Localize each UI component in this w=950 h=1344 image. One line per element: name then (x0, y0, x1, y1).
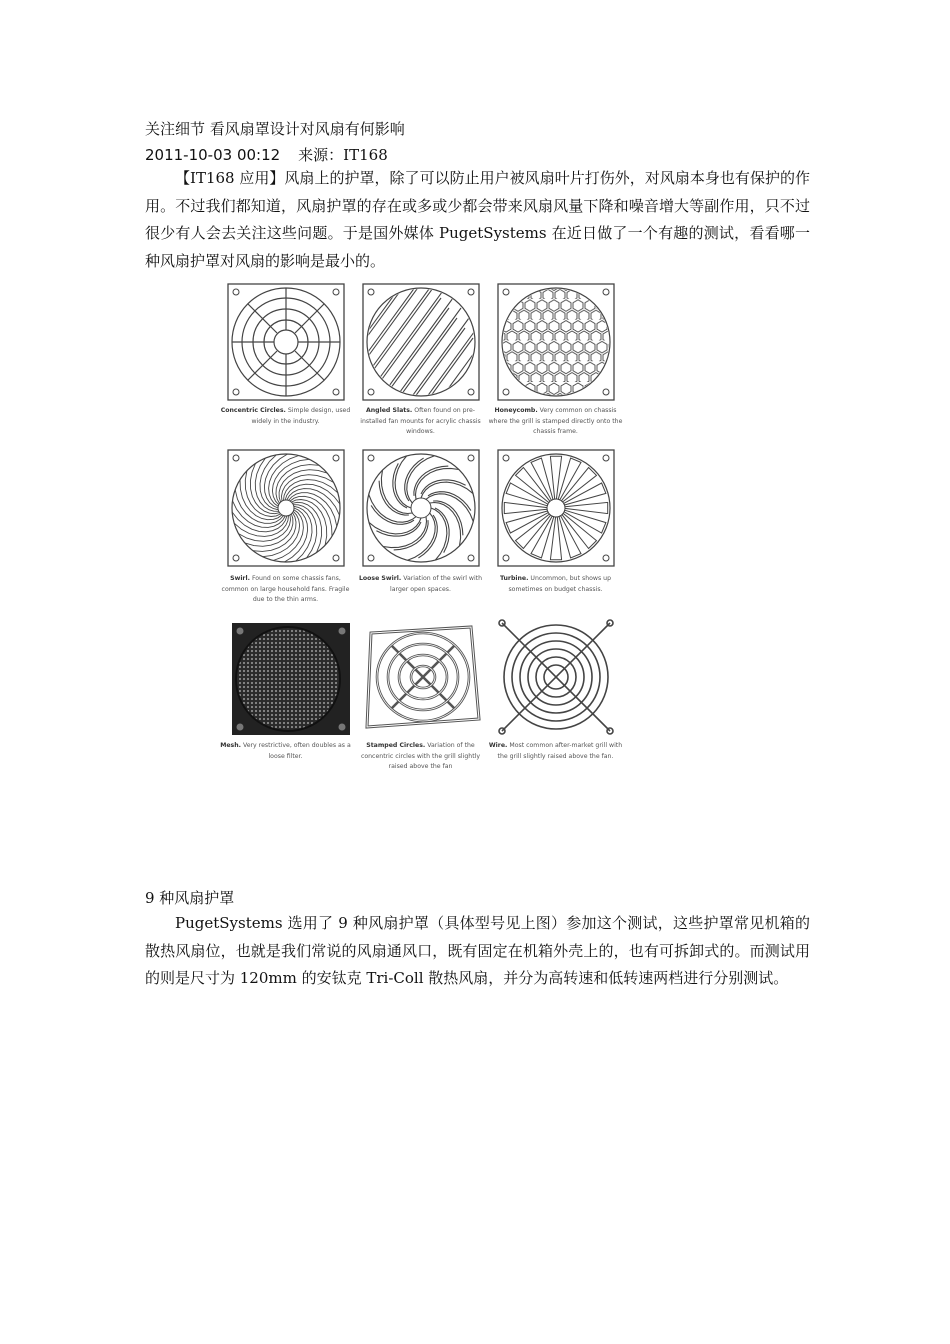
body-paragraph: PugetSystems 选用了 9 种风扇护罩（具体型号见上图）参加这个测试，这些护罩常见机箱的散热风扇位，也就是我们常说的风扇通风口，既有固定在机箱外壳上的，也有可拆卸式的。而测试用的则是尺寸为 120mm 的安钛克 Tri-Coll 散热风扇，并分为高转速和低转速两档进行分别测试。 (145, 914, 810, 987)
stamped-circles-grill-icon (353, 613, 488, 741)
intro-paragraph: 【IT168 应用】风扇上的护罩，除了可以防止用户被风扇叶片打伤外，对风扇本身也有保护的作用。不过我们都知道，风扇护罩的存在或多或少都会带来风扇风量下降和噪音增大等副作用，只不过很少有人会去关注这些问题。于是国外媒体 PugetSystems 在近日做了一个有趣的测试，看看哪一种风扇护罩对风扇的影响是最小的。 (145, 169, 810, 270)
grill-cell (218, 613, 353, 783)
mesh-grill-icon (218, 613, 353, 741)
grill-cell (488, 278, 623, 448)
grill-cell (488, 613, 623, 783)
angled-slats-grill-icon (353, 278, 488, 406)
grill-description: Very common on chassis where the grill is stamped directly onto the chassis frame. (488, 407, 623, 435)
grill-name: Concentric Circles. (220, 407, 286, 414)
article-source: 来源：IT168 (298, 146, 388, 164)
grill-name: Honeycomb. (494, 407, 538, 414)
wire-grill-icon (488, 613, 623, 741)
grill-name: Swirl. (230, 575, 250, 582)
grill-description: Variation of the swirl with larger open spaces. (390, 575, 483, 593)
section-heading: 9 种风扇护罩 (145, 889, 235, 907)
grill-name: Angled Slats. (365, 407, 413, 414)
grill-description: Simple design, used widely in the industry. (251, 407, 351, 425)
grill-name: Wire. (488, 742, 508, 749)
grill-cell (353, 278, 488, 448)
grill-description: Found on some chassis fans, common on large household fans. Fragile due to the thin arms. (221, 575, 350, 603)
loose-swirl-grill-icon (353, 446, 488, 574)
grill-description: Very restrictive, often doubles as a loose filter. (242, 742, 351, 760)
grill-cell (218, 446, 353, 616)
honeycomb-grill-icon (488, 278, 623, 406)
swirl-grill-icon (218, 446, 353, 574)
article-date: 2011-10-03 00:12 (145, 146, 281, 164)
grill-description: Variation of the concentric circles with the grill slightly raised above the fan (360, 742, 481, 770)
article-title: 关注细节 看风扇罩设计对风扇有何影响 (145, 120, 405, 138)
grill-name: Stamped Circles. (366, 742, 426, 749)
turbine-grill-icon (488, 446, 623, 574)
grill-description: Often found on pre-installed fan mounts for acrylic chassis windows. (360, 407, 481, 435)
fan-grill-figure (218, 278, 623, 788)
grill-description: Uncommon, but shows up sometimes on budget chassis. (508, 575, 612, 593)
grill-name: Turbine. (499, 575, 529, 582)
grill-description: Most common after-market grill with the grill slightly raised above the fan. (497, 742, 623, 760)
grill-cell (488, 446, 623, 616)
grill-cell (353, 446, 488, 616)
concentric-circles-grill-icon (218, 278, 353, 406)
grill-cell (353, 613, 488, 783)
grill-cell (218, 278, 353, 448)
grill-name: Mesh. (220, 742, 241, 749)
grill-name: Loose Swirl. (358, 575, 402, 582)
article-meta (145, 144, 388, 166)
